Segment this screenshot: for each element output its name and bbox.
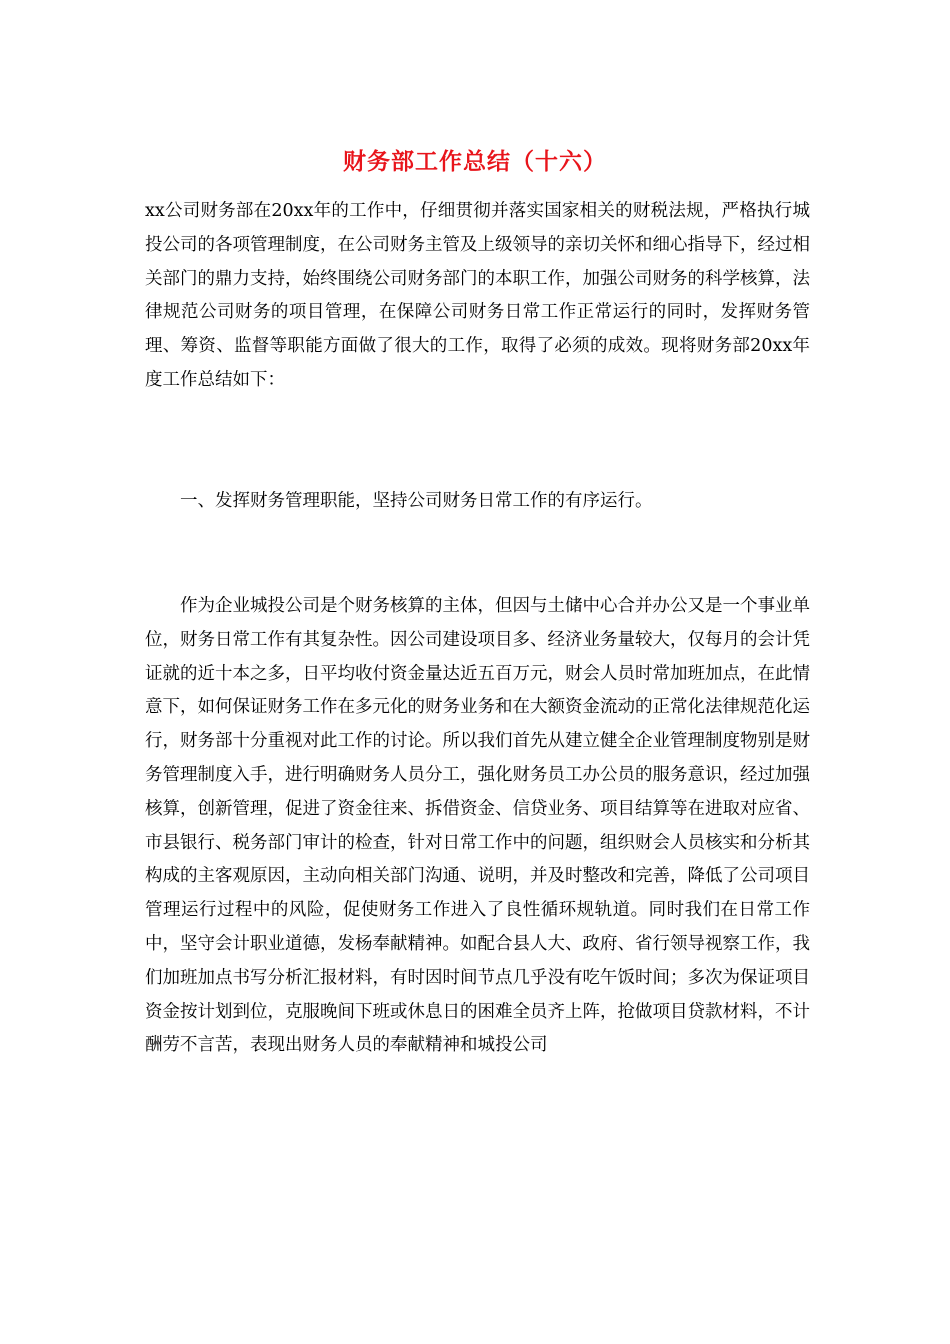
body-paragraph: 作为企业城投公司是个财务核算的主体，但因与土储中心合并办公又是一个事业单位，财务日常工作有其复杂性。因公司建设项目多、经济业务量较大，仅每月的会计凭证就的近十本之多，日平均收付资金量达近五百万元，财会人员时常加班加点，在此情意下，如何保证财务工作在多元化的财务业务和在大额资金流动的正常化法律规范化运行，财务部十分重视对此工作的讨论。所以我们首先从建立健全企业管理制度物别是财务管理制度入手，进行明确财务人员分工，强化财务员工办公员的服务意识，经过加强核算，创新管理，促进了资金往来、拆借资金、信贷业务、项目结算等在进取对应省、市县银行、税务部门审计的检查，针对日常工作中的问题，组织财会人员核实和分析其构成的主客观原因，主动向相关部门沟通、说明，并及时整改和完善，降低了公司项目管理运行过程中的风险，促使财务工作进入了良性循环规轨道。同时我们在日常工作中，坚守会计职业道德，发杨奉献精神。如配合县人大、政府、省行领导视察工作，我们加班加点书写分析汇报材料，有时因时间节点几乎没有吃午饭时间；多次为保证项目资金按计划到位，克服晚间下班或休息日的困难全员齐上阵，抢做项目贷款材料，不计酬劳不言苦，表现出财务人员的奉献精神和城投公司 bbox=[145, 596, 810, 1056]
document-title: 财务部工作总结（十六） bbox=[343, 148, 607, 175]
intro-paragraph: xx公司财务部在20xx年的工作中，仔细贯彻并落实国家相关的财税法规，严格执行城投公司的各项管理制度，在公司财务主管及上级领导的亲切关怀和细心指导下，经过相关部门的鼎力支持，始终围绕公司财务部门的本职工作，加强公司财务的科学核算，法律规范公司财务的项目管理，在保障公司财务日常工作正常运行的同时，发挥财务管理、筹资、监督等职能方面做了很大的工作，取得了必须的成效。现将财务部20xx年度工作总结如下： bbox=[145, 201, 810, 390]
section-heading-1: 一、发挥财务管理职能，坚持公司财务日常工作的有序运行。 bbox=[180, 491, 653, 511]
